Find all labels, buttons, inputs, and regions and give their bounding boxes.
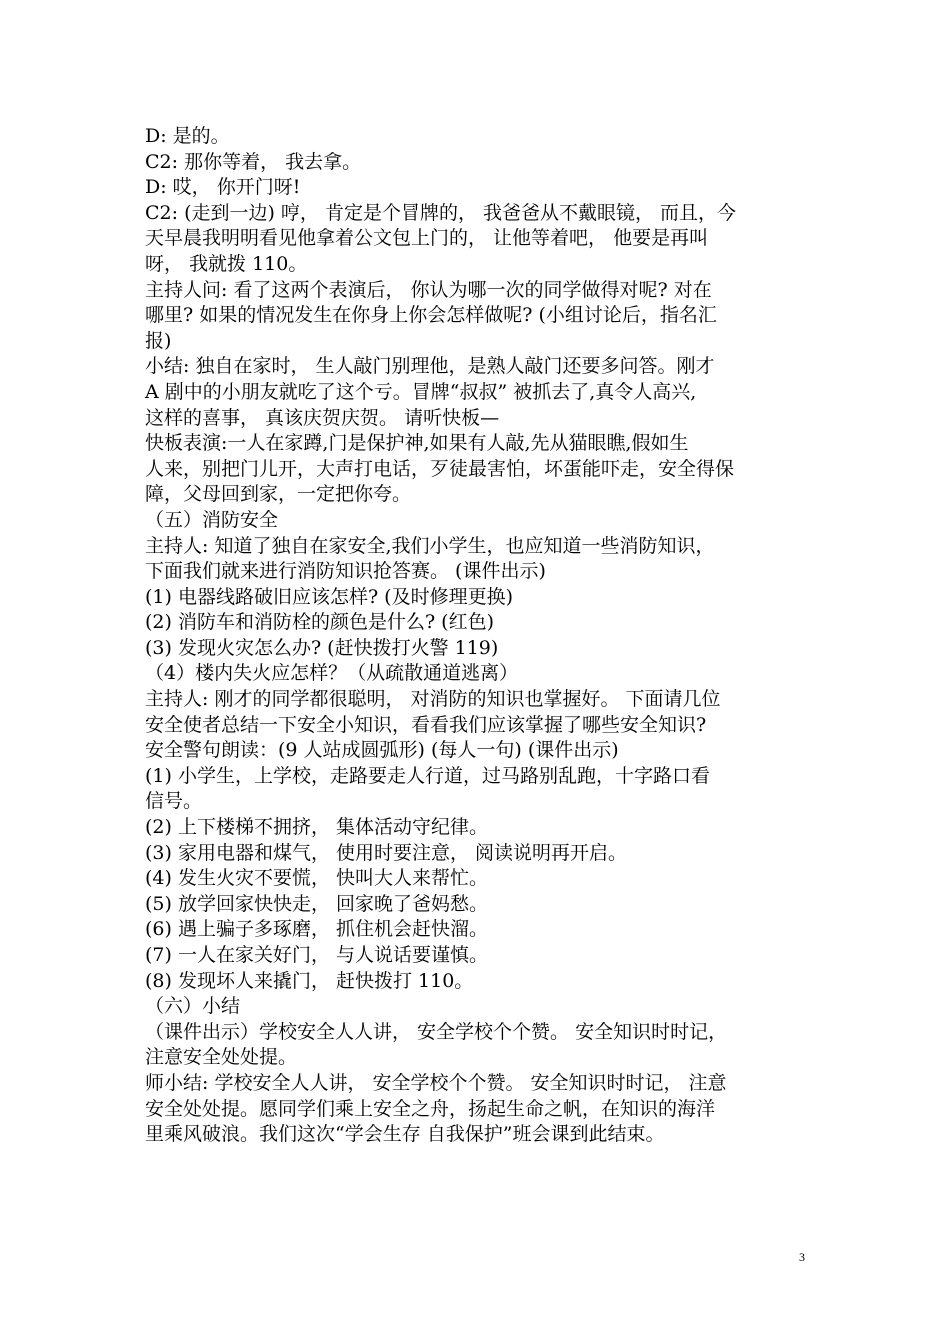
text-line: (3) 家用电器和煤气， 使用时要注意， 阅读说明再开启。 <box>145 841 628 864</box>
document-body <box>145 124 825 1148</box>
text-line: D: 是的。 <box>145 125 230 147</box>
text-line: 主持人: 刚才的同学都很聪明， 对消防的知识也掌握好。 下面请几位 <box>145 688 721 711</box>
text-line: (7) 一人在家关好门， 与人说话要谨慎。 <box>145 944 488 966</box>
text-line: 小结: 独自在家时， 生人敲门别理他，是熟人敲门还要多问答。刚才 <box>145 355 715 378</box>
text-line: 天早晨我明明看见他拿着公文包上门的， 让他等着吧， 他要是再叫 <box>145 227 709 250</box>
text-line: （六）小结 <box>145 995 241 1018</box>
text-line: 安全警句朗读：(9 人站成圆弧形) (每人一句) (课件出示) <box>145 739 619 762</box>
text-line: 这样的喜事， 真该庆贺庆贺。 请听快板— <box>145 406 500 429</box>
text-line: (2) 上下楼梯不拥挤， 集体活动守纪律。 <box>145 816 488 839</box>
text-line: （课件出示）学校安全人人讲， 安全学校个个赞。 安全知识时时记， <box>145 1020 728 1043</box>
text-line: A 剧中的小朋友就吃了这个亏。冒牌“叔叔” 被抓去了,真令人高兴, <box>145 380 697 403</box>
text-line: D: 哎， 你开门呀! <box>145 176 301 199</box>
text-line: 主持人问: 看了这两个表演后， 你认为哪一次的同学做得对呢? 对在 <box>145 278 712 301</box>
text-line: (8) 发现坏人来撬门， 赶快拨打 110。 <box>145 969 474 992</box>
text-line: 主持人: 知道了独自在家安全,我们小学生，也应知道一些消防知识， <box>145 534 715 557</box>
text-line: 注意安全处处提。 <box>145 1046 298 1069</box>
text-line: C2: (走到一边) 哼， 肯定是个冒牌的， 我爸爸从不戴眼镜， 而且，今 <box>145 201 737 224</box>
text-line: (1) 小学生，上学校，走路要走人行道，过马路别乱跑，十字路口看 <box>145 764 710 787</box>
text-line: (1) 电器线路破旧应该怎样? (及时修理更换) <box>145 585 514 608</box>
text-line: (6) 遇上骗子多琢磨， 抓住机会赶快溜。 <box>145 918 488 941</box>
text-line: (5) 放学回家快快走， 回家晚了爸妈愁。 <box>145 892 488 915</box>
text-line: 师小结: 学校安全人人讲， 安全学校个个赞。 安全知识时时记， 注意 <box>145 1071 727 1094</box>
text-line: （4）楼内失火应怎样？（从疏散通道逃离） <box>145 662 519 685</box>
text-line: 人来，别把门儿开，大声打电话，歹徒最害怕，坏蛋能吓走，安全得保 <box>145 457 735 480</box>
text-line: (3) 发现火灾怎么办? (赶快拨打火警 119) <box>145 636 499 659</box>
text-line: 报) <box>145 329 172 352</box>
text-line: 下面我们就来进行消防知识抢答赛。 (课件出示) <box>145 560 546 583</box>
text-line: （五）消防安全 <box>145 508 279 531</box>
text-line: 信号。 <box>145 790 203 813</box>
text-line: 障，父母回到家，一定把你夸。 <box>145 483 412 506</box>
text-line: 安全处处提。愿同学们乘上安全之舟，扬起生命之帆，在知识的海洋 <box>145 1097 716 1120</box>
text-line: (4) 发生火灾不要慌， 快叫大人来帮忙。 <box>145 867 488 890</box>
page-number: 3 <box>799 1250 805 1264</box>
text-line: 快板表演:一人在家蹲,门是保护神,如果有人敲,先从猫眼瞧,假如生 <box>145 432 689 455</box>
text-line: 哪里? 如果的情况发生在你身上你会怎样做呢? (小组讨论后，指名汇 <box>145 304 717 327</box>
text-line: 安全使者总结一下安全小知识，看看我们应该掌握了哪些安全知识? <box>145 713 707 736</box>
text-line: 里乘风破浪。我们这次“学会生存 自我保护”班会课到此结束。 <box>145 1123 665 1146</box>
text-line: C2: 那你等着， 我去拿。 <box>145 150 362 173</box>
text-line: (2) 消防车和消防栓的颜色是什么? (红色) <box>145 611 495 634</box>
text-line: 呀， 我就拨 110。 <box>145 252 308 275</box>
